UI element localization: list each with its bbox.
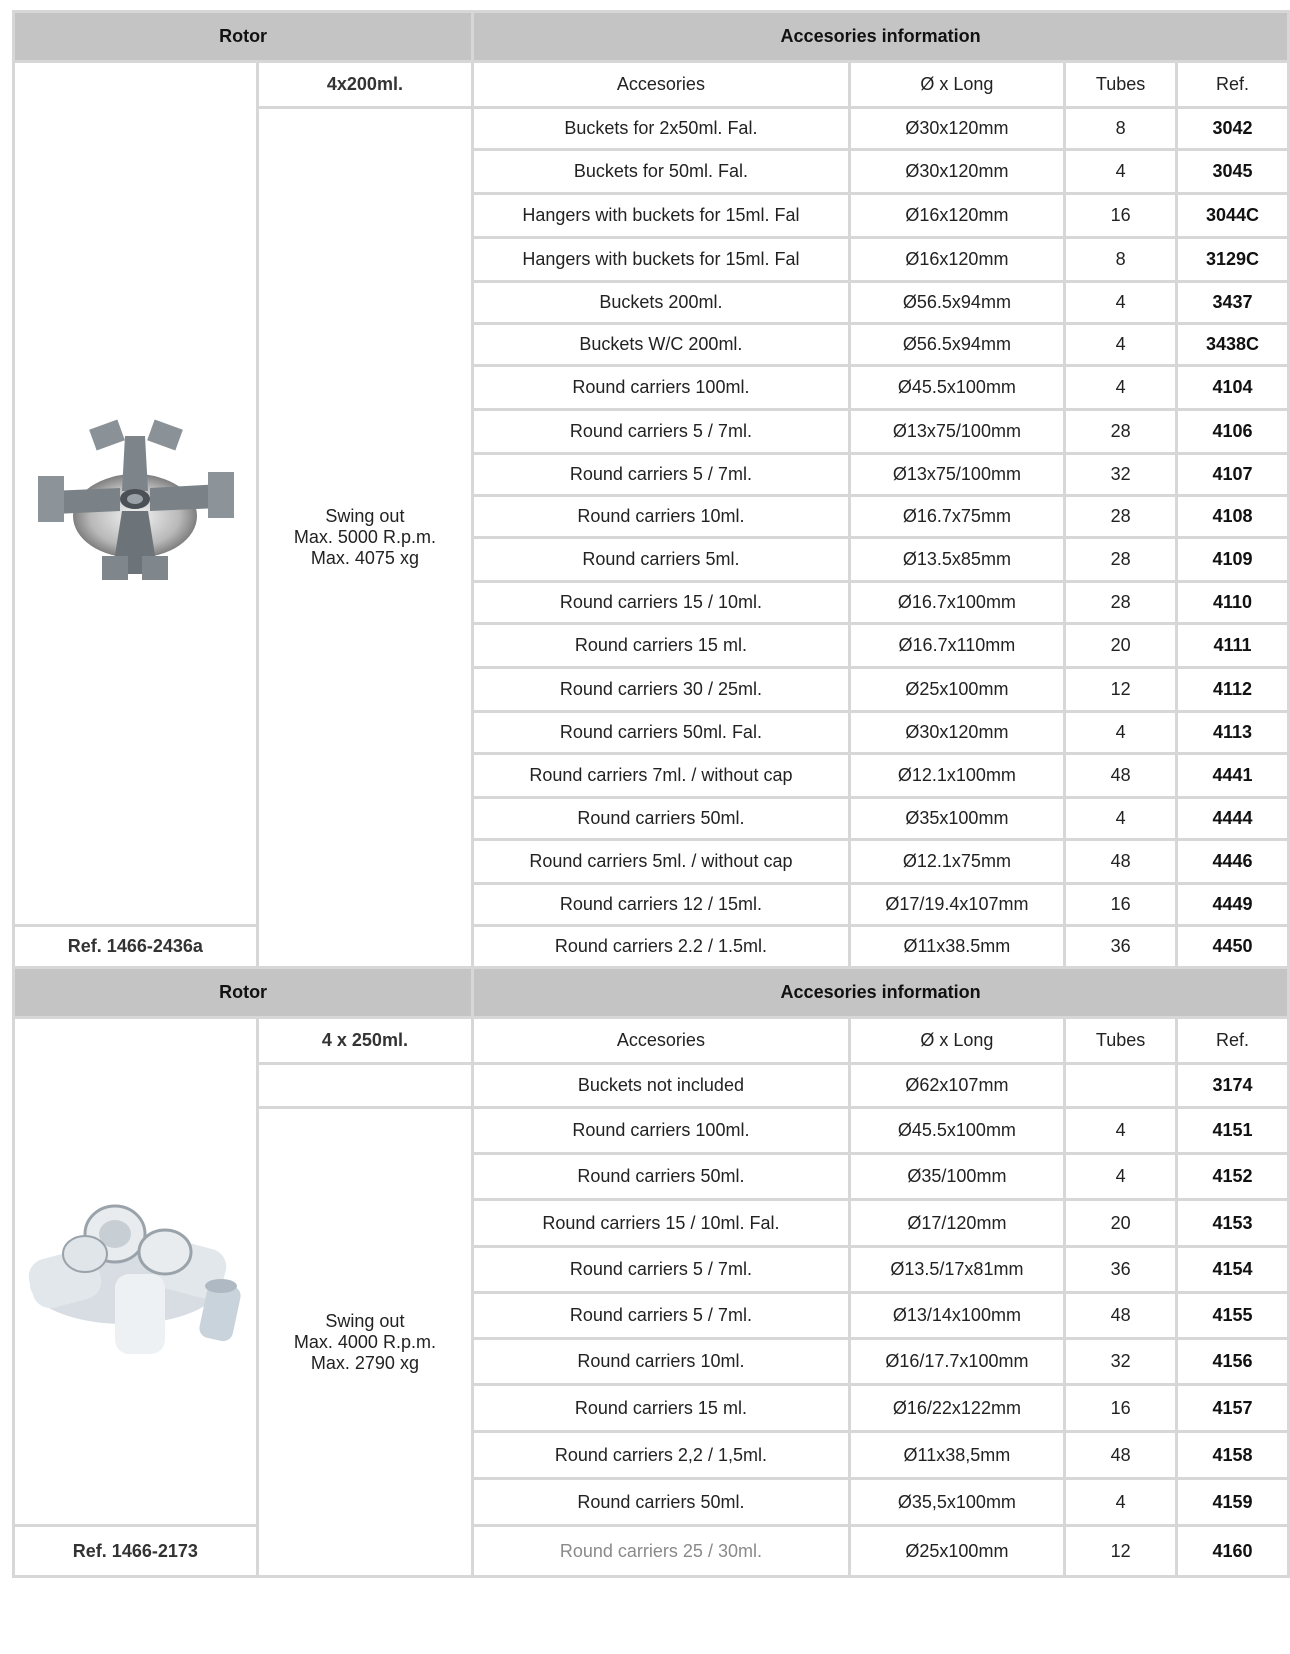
accessory-name: Round carriers 50ml. Fal. — [473, 712, 850, 754]
rotor-image — [14, 1018, 258, 1526]
accessory-name: Round carriers 50ml. — [473, 1479, 850, 1526]
accessory-name: Hangers with buckets for 15ml. Fal — [473, 194, 850, 238]
accessory-ref: 4441 — [1177, 754, 1289, 798]
accessory-name: Round carriers 5ml. / without cap — [473, 840, 850, 884]
accessory-tubes: 20 — [1065, 624, 1177, 668]
spec-line1: Swing out — [325, 506, 405, 526]
accessory-name: Round carriers 15 ml. — [473, 624, 850, 668]
accessory-size: Ø35/100mm — [849, 1154, 1064, 1200]
accessory-ref: 4155 — [1177, 1293, 1289, 1339]
accessory-ref: 4158 — [1177, 1432, 1289, 1479]
accessory-ref: 4151 — [1177, 1108, 1289, 1154]
accessory-ref: 3042 — [1177, 108, 1289, 150]
accessory-ref: 4157 — [1177, 1385, 1289, 1432]
col-accessories: Accesories — [473, 62, 850, 108]
accessory-size: Ø13x75/100mm — [849, 410, 1064, 454]
col-tubes: Tubes — [1065, 62, 1177, 108]
accessory-tubes: 8 — [1065, 108, 1177, 150]
accessory-tubes: 28 — [1065, 410, 1177, 454]
accessory-name: Round carriers 10ml. — [473, 496, 850, 538]
accessory-row — [14, 1526, 1289, 1577]
column-header-row — [14, 62, 1289, 108]
accessory-name: Round carriers 2,2 / 1,5ml. — [473, 1432, 850, 1479]
accessory-ref: 4110 — [1177, 582, 1289, 624]
accessory-size: Ø13.5x85mm — [849, 538, 1064, 582]
column-header-row — [14, 1018, 1289, 1064]
accessory-name: Round carriers 50ml. — [473, 798, 850, 840]
accessory-name: Round carriers 15 ml. — [473, 1385, 850, 1432]
accessory-name: Buckets not included — [473, 1064, 850, 1108]
accessory-size: Ø16x120mm — [849, 238, 1064, 282]
accessory-name: Round carriers 5ml. — [473, 538, 850, 582]
accessory-tubes: 48 — [1065, 1293, 1177, 1339]
accessory-ref: 4107 — [1177, 454, 1289, 496]
accessory-size: Ø13.5/17x81mm — [849, 1247, 1064, 1293]
accessory-name: Round carriers 7ml. / without cap — [473, 754, 850, 798]
accessory-tubes: 28 — [1065, 496, 1177, 538]
col-accessories: Accesories — [473, 1018, 850, 1064]
accessory-size: Ø25x100mm — [849, 668, 1064, 712]
accessory-size: Ø30x120mm — [849, 150, 1064, 194]
accessory-ref: 4104 — [1177, 366, 1289, 410]
accessory-size: Ø16.7x75mm — [849, 496, 1064, 538]
accessory-name: Buckets W/C 200ml. — [473, 324, 850, 366]
accessory-name: Round carriers 12 / 15ml. — [473, 884, 850, 926]
accessory-tubes: 48 — [1065, 840, 1177, 884]
accessory-size: Ø30x120mm — [849, 712, 1064, 754]
section-header-row — [14, 12, 1289, 62]
accessory-ref: 4156 — [1177, 1339, 1289, 1385]
accessory-size: Ø17/120mm — [849, 1200, 1064, 1247]
rotor-capacity: 4 x 250ml. — [257, 1018, 472, 1064]
accessory-ref: 4159 — [1177, 1479, 1289, 1526]
accessory-name: Hangers with buckets for 15ml. Fal — [473, 238, 850, 282]
spec-line2: Max. 5000 R.p.m. — [293, 527, 436, 547]
accessory-ref: 3437 — [1177, 282, 1289, 324]
accessory-tubes — [1065, 1064, 1177, 1108]
spec-line3: Max. 2790 xg — [310, 1352, 419, 1373]
rotor-image — [14, 62, 258, 926]
section-header-row — [14, 968, 1289, 1018]
accessory-name: Round carriers 100ml. — [473, 366, 850, 410]
spec-line1: Swing out — [325, 1310, 405, 1331]
accessory-ref: 4111 — [1177, 624, 1289, 668]
accessory-size: Ø12.1x100mm — [849, 754, 1064, 798]
accessory-name: Buckets 200ml. — [473, 282, 850, 324]
accessory-name: Round carriers 5 / 7ml. — [473, 1247, 850, 1293]
accessory-tubes: 4 — [1065, 798, 1177, 840]
accessory-ref: 4446 — [1177, 840, 1289, 884]
accessory-size: Ø62x107mm — [849, 1064, 1064, 1108]
accessory-ref: 4449 — [1177, 884, 1289, 926]
accessory-tubes: 4 — [1065, 1108, 1177, 1154]
accessory-tubes: 8 — [1065, 238, 1177, 282]
accessory-tubes: 4 — [1065, 282, 1177, 324]
accessories-table — [12, 10, 1290, 1578]
accessory-name: Buckets for 50ml. Fal. — [473, 150, 850, 194]
accessory-tubes: 4 — [1065, 324, 1177, 366]
accessory-size: Ø45.5x100mm — [849, 366, 1064, 410]
accessory-size: Ø30x120mm — [849, 108, 1064, 150]
accessory-size: Ø16.7x100mm — [849, 582, 1064, 624]
accessory-size: Ø35,5x100mm — [849, 1479, 1064, 1526]
rotor-capacity: 4x200ml. — [257, 62, 472, 108]
accessory-size: Ø11x38.5mm — [849, 926, 1064, 968]
swing-rotor-picture — [30, 396, 240, 586]
accessory-tubes: 48 — [1065, 754, 1177, 798]
col-ref: Ref. — [1177, 62, 1289, 108]
accessory-size: Ø16x120mm — [849, 194, 1064, 238]
rotor-ref: Ref. 1466-2173 — [14, 1526, 258, 1577]
rotor-header: Rotor — [14, 968, 473, 1018]
accessory-ref: 4109 — [1177, 538, 1289, 582]
accessory-tubes: 32 — [1065, 1339, 1177, 1385]
empty-cell — [257, 1064, 472, 1108]
accessory-ref: 4106 — [1177, 410, 1289, 454]
col-size: Ø x Long — [849, 1018, 1064, 1064]
accessory-name: Round carriers 30 / 25ml. — [473, 668, 850, 712]
col-size: Ø x Long — [849, 62, 1064, 108]
accessory-tubes: 32 — [1065, 454, 1177, 496]
rotor-specs — [257, 108, 472, 968]
spec-line3: Max. 4075 xg — [310, 548, 419, 568]
accessory-tubes: 4 — [1065, 712, 1177, 754]
rotor-specs — [257, 1108, 472, 1577]
accessory-size: Ø11x38,5mm — [849, 1432, 1064, 1479]
accessory-tubes: 12 — [1065, 1526, 1177, 1577]
accessory-name: Round carriers 10ml. — [473, 1339, 850, 1385]
accessory-ref: 4444 — [1177, 798, 1289, 840]
accessory-size: Ø13x75/100mm — [849, 454, 1064, 496]
accessory-ref: 4113 — [1177, 712, 1289, 754]
accessory-name: Round carriers 5 / 7ml. — [473, 1293, 850, 1339]
accessory-ref: 3174 — [1177, 1064, 1289, 1108]
accessory-name: Round carriers 50ml. — [473, 1154, 850, 1200]
accessory-name: Round carriers 5 / 7ml. — [473, 454, 850, 496]
accessory-name: Buckets for 2x50ml. Fal. — [473, 108, 850, 150]
accessories-header: Accesories information — [473, 12, 1289, 62]
accessory-size: Ø45.5x100mm — [849, 1108, 1064, 1154]
accessory-ref: 4153 — [1177, 1200, 1289, 1247]
accessory-size: Ø25x100mm — [849, 1526, 1064, 1577]
accessory-size: Ø16/17.7x100mm — [849, 1339, 1064, 1385]
accessory-name: Round carriers 25 / 30ml. — [473, 1526, 850, 1577]
rotor-ref: Ref. 1466-2436a — [14, 926, 258, 968]
accessory-tubes: 16 — [1065, 884, 1177, 926]
accessory-tubes: 20 — [1065, 1200, 1177, 1247]
accessory-tubes: 36 — [1065, 926, 1177, 968]
accessory-ref: 4154 — [1177, 1247, 1289, 1293]
accessory-size: Ø56.5x94mm — [849, 282, 1064, 324]
accessory-row — [14, 926, 1289, 968]
accessory-tubes: 36 — [1065, 1247, 1177, 1293]
accessory-size: Ø17/19.4x107mm — [849, 884, 1064, 926]
rotor-header: Rotor — [14, 12, 473, 62]
accessory-name: Round carriers 5 / 7ml. — [473, 410, 850, 454]
spec-line2: Max. 4000 R.p.m. — [293, 1331, 436, 1352]
bucket-rotor-picture — [25, 1174, 245, 1364]
accessory-tubes: 28 — [1065, 538, 1177, 582]
accessory-ref: 4152 — [1177, 1154, 1289, 1200]
accessory-size: Ø16/22x122mm — [849, 1385, 1064, 1432]
accessory-ref: 4160 — [1177, 1526, 1289, 1577]
accessory-tubes: 4 — [1065, 1479, 1177, 1526]
accessory-tubes: 28 — [1065, 582, 1177, 624]
accessory-name: Round carriers 15 / 10ml. — [473, 582, 850, 624]
accessory-tubes: 4 — [1065, 366, 1177, 410]
accessory-tubes: 16 — [1065, 1385, 1177, 1432]
accessory-tubes: 12 — [1065, 668, 1177, 712]
accessory-tubes: 48 — [1065, 1432, 1177, 1479]
accessory-ref: 4108 — [1177, 496, 1289, 538]
accessory-size: Ø13/14x100mm — [849, 1293, 1064, 1339]
accessory-size: Ø16.7x110mm — [849, 624, 1064, 668]
accessory-tubes: 4 — [1065, 150, 1177, 194]
accessory-name: Round carriers 15 / 10ml. Fal. — [473, 1200, 850, 1247]
accessory-name: Round carriers 100ml. — [473, 1108, 850, 1154]
col-tubes: Tubes — [1065, 1018, 1177, 1064]
accessory-ref: 3044C — [1177, 194, 1289, 238]
accessory-ref: 3438C — [1177, 324, 1289, 366]
accessory-tubes: 16 — [1065, 194, 1177, 238]
accessory-ref: 4112 — [1177, 668, 1289, 712]
accessory-size: Ø56.5x94mm — [849, 324, 1064, 366]
accessory-size: Ø35x100mm — [849, 798, 1064, 840]
accessories-header: Accesories information — [473, 968, 1289, 1018]
accessory-ref: 3045 — [1177, 150, 1289, 194]
accessory-name: Round carriers 2.2 / 1.5ml. — [473, 926, 850, 968]
accessory-size: Ø12.1x75mm — [849, 840, 1064, 884]
col-ref: Ref. — [1177, 1018, 1289, 1064]
accessory-ref: 4450 — [1177, 926, 1289, 968]
accessory-ref: 3129C — [1177, 238, 1289, 282]
accessory-tubes: 4 — [1065, 1154, 1177, 1200]
